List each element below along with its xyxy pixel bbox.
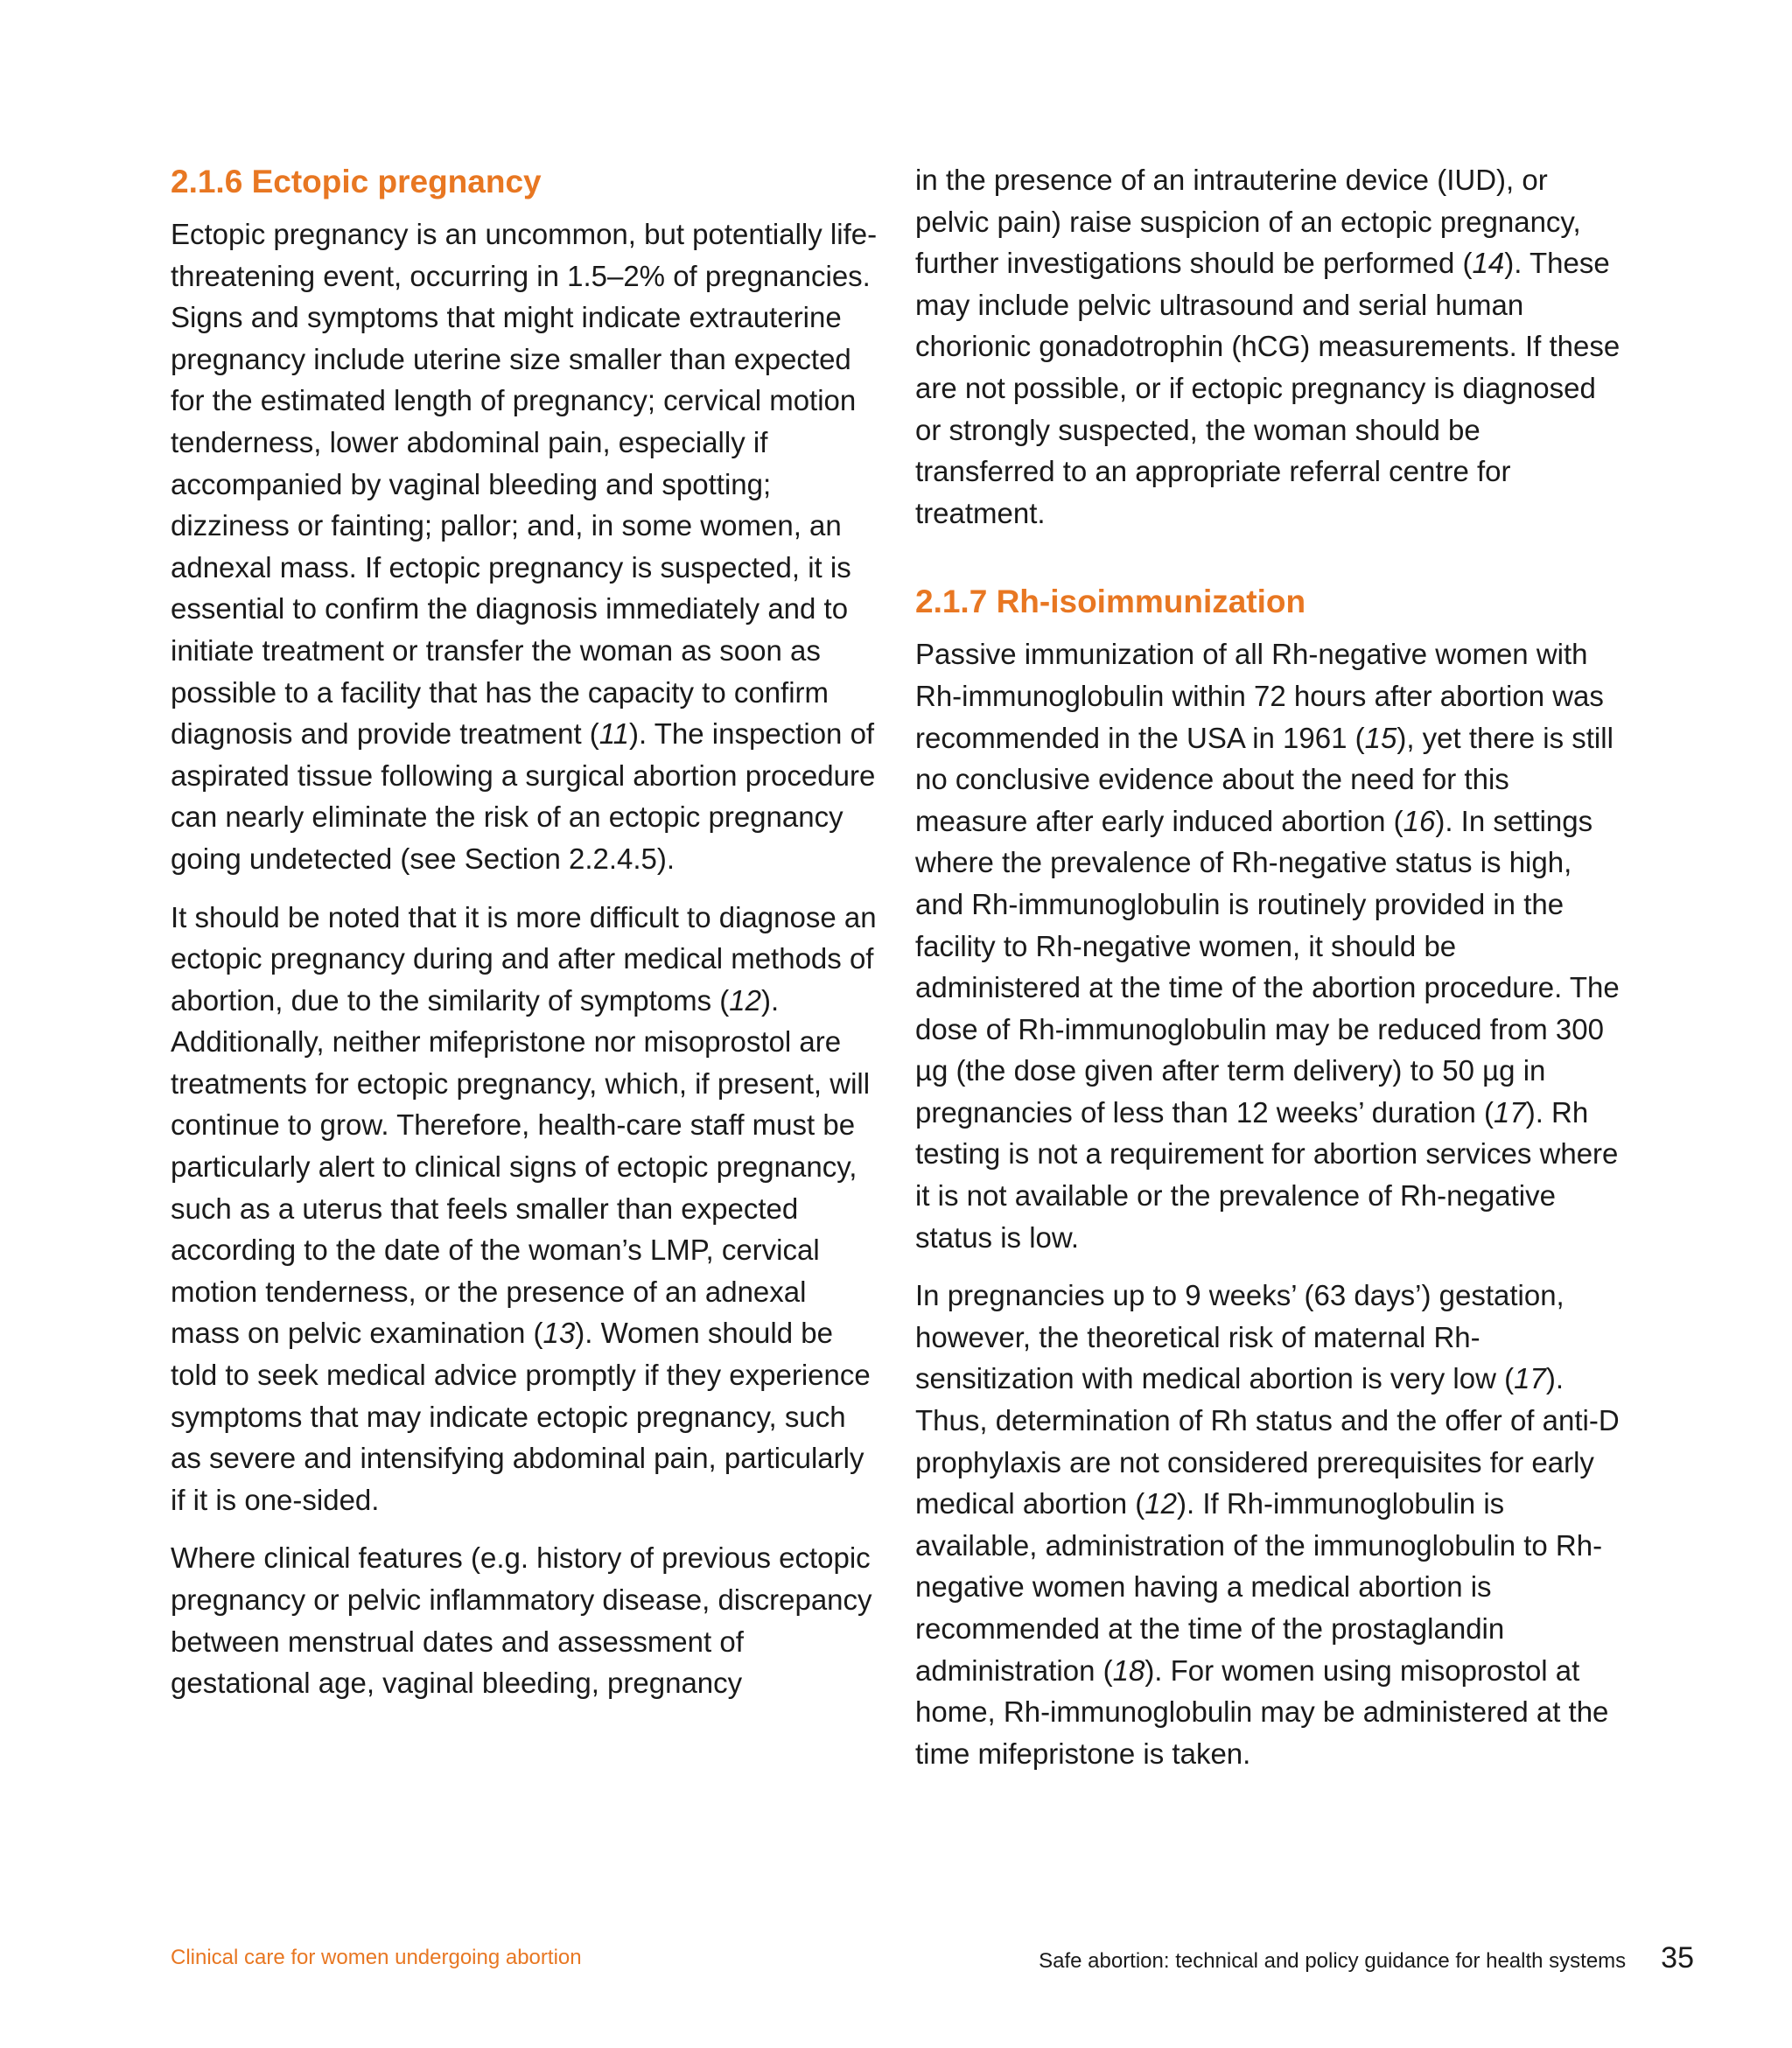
paragraph-ectopic-3: Where clinical features (e.g. history of previous ectopic pregnancy or pelvic inflammatory disease, discrepancy between menstrual dates and assessment of gestational age, vaginal bleeding, pregnancy: [171, 1541, 872, 1700]
footer-chapter-title: Clinical care for women undergoing abortion: [171, 1946, 582, 1969]
citation: 13: [542, 1317, 576, 1350]
section-heading-ectopic: 2.1.6 Ectopic pregnancy: [171, 164, 542, 199]
page-number: 35: [1661, 1941, 1694, 1975]
citation: 14: [1472, 247, 1505, 280]
citation: 12: [729, 983, 761, 1017]
citation: 17: [1494, 1095, 1526, 1129]
footer-right: [1039, 1941, 1694, 1975]
citation: 15: [1364, 721, 1397, 754]
citation: 11: [598, 717, 630, 751]
footer-document-title: Safe abortion: technical and policy guidance for health systems: [1039, 1949, 1627, 1973]
citation: 17: [1514, 1362, 1546, 1395]
paragraph-ectopic-2: It should be noted that it is more difficult to diagnose an ectopic pregnancy during and after medical methods of abortion, due to the similarity of symptoms (12). Additionally, neither mifepristone nor misoprostol are treatments for ectopic pregnancy, which, if present, will continue to grow. Therefore, health-care staff must be particularly alert to clinical signs of ectopic pregnancy, such as a uterus that feels smaller than expected according to the date of the woman’s LMP, cervical motion tenderness, or the presence of an adnexal mass on pelvic examination (13). Women should be told to seek medical advice promptly if they experience symptoms that may indicate ectopic pregnancy, such as severe and intensifying abdominal pain, particularly if it is one-sided.: [171, 900, 877, 1516]
left-column: [171, 159, 879, 1721]
citation: 18: [1112, 1653, 1145, 1687]
section-heading-rh: 2.1.7 Rh-isoimmunization: [915, 584, 1306, 620]
citation: 12: [1144, 1487, 1178, 1520]
paragraph-ectopic-1: Ectopic pregnancy is an uncommon, but potentially life-threatening event, occurring in 1.5–2% of pregnancies. Signs and symptoms that might indicate extrauterine pregnancy include uterine size smaller than expected for the estimated length of pregnancy; cervical motion tenderness, lower abdominal pain, especially if accompanied by vaginal bleeding and spotting; dizziness or fainting; pallor; and, in some women, an adnexal mass. If ectopic pregnancy is suspected, it is essential to confirm the diagnosis immediately and to initiate treatment or transfer the woman as soon as possible to a facility that has the capacity to confirm diagnosis and provide treatment (11). The inspection of aspirated tissue following a surgical abortion procedure can nearly eliminate the risk of an ectopic pregnancy going undetected (see Section 2.2.4.5).: [171, 218, 878, 875]
citation: 16: [1403, 804, 1436, 837]
right-column: [915, 159, 1624, 1791]
paragraph-ectopic-continued: in the presence of an intrauterine device (IUD), or pelvic pain) raise suspicion of an ectopic pregnancy, further investigations should be performed (14). These may include pelvic ultrasound and serial human chorionic gonadotrophin (hCG) measurements. If these are not possible, or if ectopic pregnancy is diagnosed or strongly suspected, the woman should be transferred to an appropriate referral centre for treatment.: [915, 164, 1620, 529]
paragraph-rh-1: Passive immunization of all Rh-negative women with Rh-immunoglobulin within 72 hours after abortion was recommended in the USA in 1961 (15), yet there is still no conclusive evidence about the need for this measure after early induced abortion (16). In settings where the prevalence of Rh-negative status is high, and Rh-immunoglobulin is routinely provided in the facility to Rh-negative women, it should be administered at the time of the abortion procedure. The dose of Rh-immunoglobulin may be reduced from 300 µg (the dose given after term delivery) to 50 µg in pregnancies of less than 12 weeks’ duration (17). Rh testing is not a requirement for abortion services where it is not available or the prevalence of Rh-negative status is low.: [915, 638, 1620, 1254]
paragraph-rh-2: In pregnancies up to 9 weeks’ (63 days’) gestation, however, the theoretical risk of maternal Rh-sensitization with medical abortion is very low (17). Thus, determination of Rh status and the offer of anti-D prophylaxis are not considered prerequisites for early medical abortion (12). If Rh-immunoglobulin is available, administration of the immunoglobulin to Rh-negative women having a medical abortion is recommended at the time of the prostaglandin administration (18). For women using misoprostol at home, Rh-immunoglobulin may be administered at the time mifepristone is taken.: [915, 1279, 1620, 1770]
